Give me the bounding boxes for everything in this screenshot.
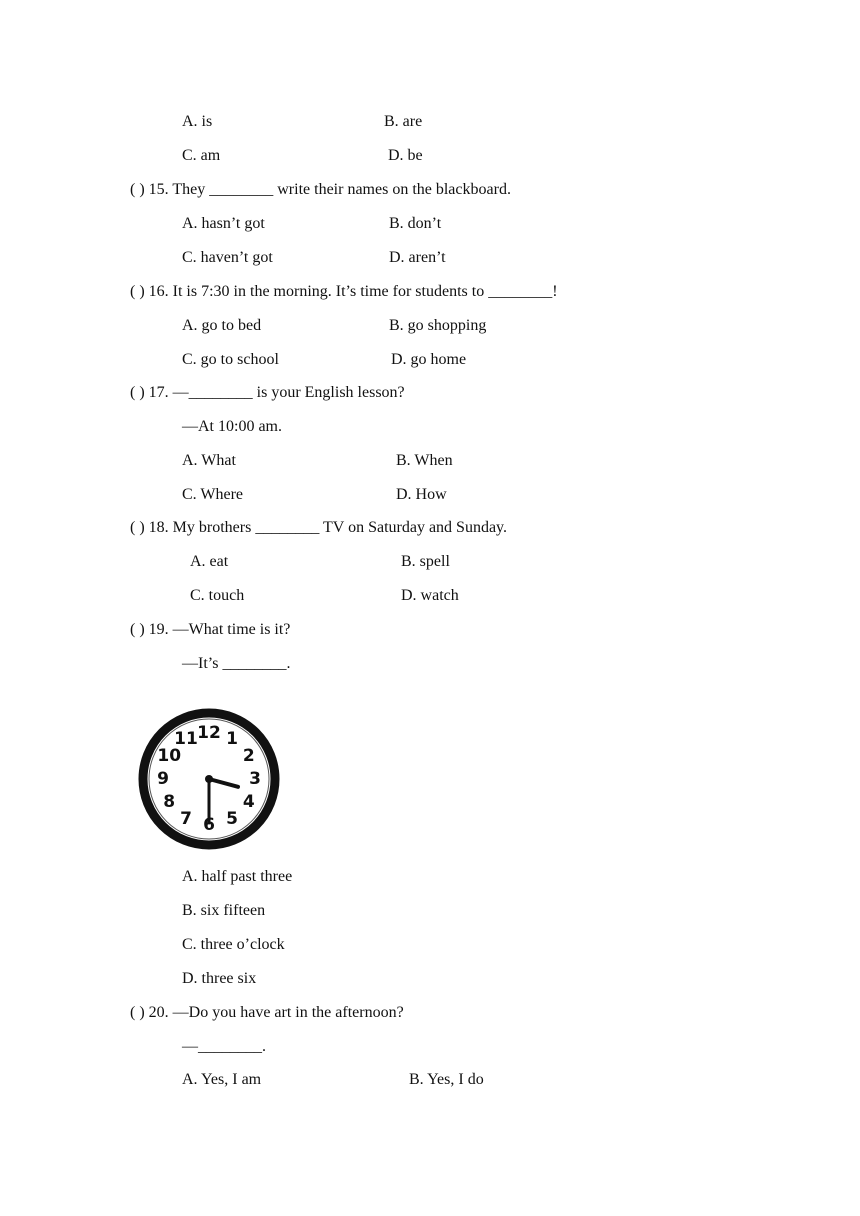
q14-option-b: B. are: [384, 113, 423, 130]
q15-option-c: C. haven’t got: [182, 249, 273, 266]
q16-option-d: D. go home: [391, 351, 467, 368]
clock-numeral-9: 9: [157, 769, 169, 789]
q14-option-a: A. is: [182, 113, 213, 130]
q16-option-b: B. go shopping: [389, 317, 487, 334]
q14-option-d: D. be: [388, 147, 423, 164]
q16-option-a: A. go to bed: [182, 317, 262, 334]
question-17: ( ) 17. —________ is your English lesson?: [130, 384, 405, 401]
q15-option-d: D. aren’t: [389, 249, 446, 266]
question-19: ( ) 19. —What time is it?: [130, 621, 291, 638]
q15-option-a: A. hasn’t got: [182, 215, 265, 232]
q19-option-c: C. three o’clock: [182, 936, 285, 953]
q17-option-a: A. What: [182, 452, 236, 469]
clock-numeral-12: 12: [197, 723, 221, 743]
q17-option-d: D. How: [396, 486, 447, 503]
clock-numeral-11: 11: [174, 729, 198, 750]
q20-option-a: A. Yes, I am: [182, 1071, 262, 1088]
clock-numeral-6: 6: [203, 815, 215, 835]
q18-option-d: D. watch: [401, 587, 459, 604]
clock-numeral-2: 2: [242, 746, 255, 766]
clock-numeral-4: 4: [242, 792, 255, 812]
q19-reply: —It’s ________.: [182, 655, 291, 672]
clock-numeral-7: 7: [180, 808, 192, 829]
clock-numeral-3: 3: [249, 769, 261, 789]
q18-option-c: C. touch: [190, 587, 245, 604]
q19-option-b: B. six fifteen: [182, 902, 266, 919]
q20-option-b: B. Yes, I do: [409, 1071, 484, 1088]
clock-numeral-1: 1: [226, 729, 238, 750]
q19-option-d: D. three six: [182, 970, 257, 987]
q16-option-c: C. go to school: [182, 351, 279, 368]
question-20: ( ) 20. —Do you have art in the afternoon?: [130, 1004, 404, 1021]
clock-numeral-8: 8: [163, 792, 176, 812]
clock-numeral-10: 10: [157, 746, 182, 766]
q18-option-b: B. spell: [401, 553, 450, 570]
q18-option-a: A. eat: [190, 553, 229, 570]
q14-option-c: C. am: [182, 147, 221, 164]
q17-reply: —At 10:00 am.: [182, 418, 282, 435]
q17-option-b: B. When: [396, 452, 453, 469]
q19-option-a: A. half past three: [182, 868, 293, 885]
question-16: ( ) 16. It is 7:30 in the morning. It’s time for students to ________!: [130, 283, 558, 300]
clock-center-pin: [205, 775, 213, 783]
clock-image: [136, 706, 282, 852]
q17-option-c: C. Where: [182, 486, 244, 503]
question-15: ( ) 15. They ________ write their names on the blackboard.: [130, 181, 511, 198]
q20-reply: —________.: [182, 1038, 266, 1055]
question-18: ( ) 18. My brothers ________ TV on Saturday and Sunday.: [130, 519, 507, 536]
q15-option-b: B. don’t: [389, 215, 442, 232]
clock-numeral-5: 5: [226, 808, 238, 829]
